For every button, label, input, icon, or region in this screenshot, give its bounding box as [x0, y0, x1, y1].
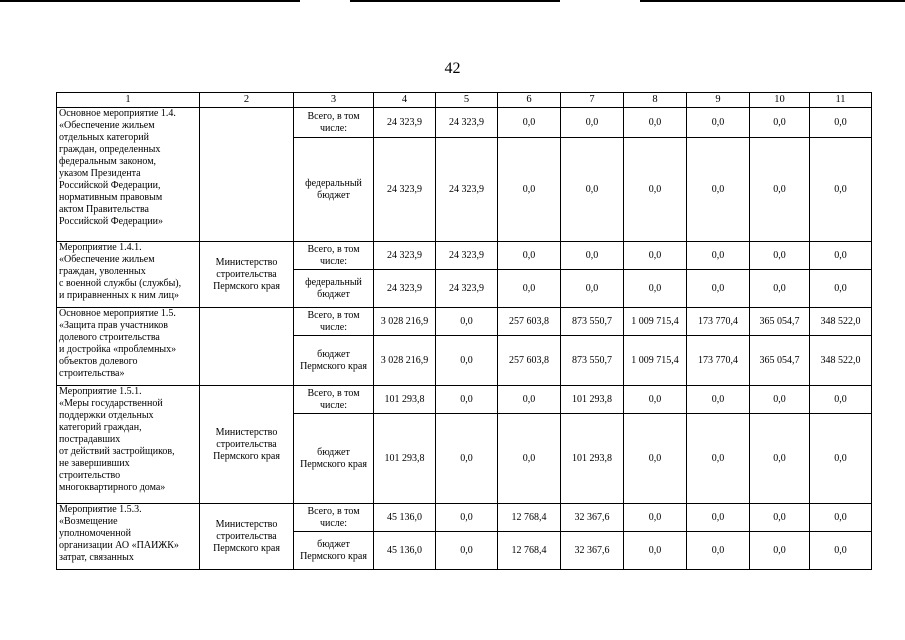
value-cell: 12 768,4: [498, 504, 561, 532]
funding-source-cell: Всего, в том числе:: [294, 386, 374, 414]
activity-name-cell: Мероприятие 1.4.1. «Обеспечение жильем граждан, уволенных с военной службы (службы), и приравненных к ним лиц»: [57, 242, 200, 308]
value-cell: 0,0: [436, 532, 498, 570]
value-cell: 0,0: [687, 138, 750, 242]
value-cell: 0,0: [624, 270, 687, 308]
value-cell: 0,0: [810, 242, 872, 270]
value-cell: 0,0: [436, 386, 498, 414]
value-cell: 45 136,0: [374, 504, 436, 532]
value-cell: 0,0: [810, 108, 872, 138]
funding-source-cell: бюджет Пермского края: [294, 336, 374, 386]
value-cell: 0,0: [561, 108, 624, 138]
header-cell: 2: [200, 93, 294, 108]
value-cell: 0,0: [687, 270, 750, 308]
value-cell: 24 323,9: [374, 108, 436, 138]
value-cell: 101 293,8: [561, 386, 624, 414]
header-cell: 3: [294, 93, 374, 108]
top-edge-line-right: [640, 0, 905, 2]
value-cell: 0,0: [810, 504, 872, 532]
value-cell: 0,0: [624, 242, 687, 270]
value-cell: 0,0: [498, 242, 561, 270]
value-cell: 348 522,0: [810, 336, 872, 386]
value-cell: 24 323,9: [436, 108, 498, 138]
value-cell: 257 603,8: [498, 336, 561, 386]
header-cell: 10: [750, 93, 810, 108]
value-cell: 0,0: [750, 532, 810, 570]
funding-source-cell: Всего, в том числе:: [294, 108, 374, 138]
funding-source-cell: федеральный бюджет: [294, 138, 374, 242]
value-cell: 32 367,6: [561, 532, 624, 570]
value-cell: 0,0: [436, 414, 498, 504]
activity-name-cell: Основное мероприятие 1.4. «Обеспечение жильем отдельных категорий граждан, определенных федеральным законом, указом Президента Российской Федерации, нормативным правовым актом Правительства Российской Федерации»: [57, 108, 200, 242]
table-row: [57, 108, 872, 138]
value-cell: 0,0: [624, 532, 687, 570]
value-cell: 0,0: [687, 108, 750, 138]
value-cell: 3 028 216,9: [374, 336, 436, 386]
value-cell: 0,0: [498, 270, 561, 308]
value-cell: 0,0: [750, 504, 810, 532]
header-cell: 8: [624, 93, 687, 108]
table-row: [57, 386, 872, 414]
header-cell: 5: [436, 93, 498, 108]
executor-cell: Министерство строительства Пермского края: [200, 386, 294, 504]
value-cell: 0,0: [561, 242, 624, 270]
funding-source-cell: Всего, в том числе:: [294, 242, 374, 270]
table-row: [57, 504, 872, 532]
value-cell: 0,0: [687, 242, 750, 270]
value-cell: 0,0: [498, 108, 561, 138]
value-cell: 0,0: [561, 270, 624, 308]
value-cell: 0,0: [436, 336, 498, 386]
value-cell: 0,0: [750, 270, 810, 308]
value-cell: 101 293,8: [374, 386, 436, 414]
value-cell: 348 522,0: [810, 308, 872, 336]
header-cell: 11: [810, 93, 872, 108]
executor-cell: [200, 108, 294, 242]
value-cell: 45 136,0: [374, 532, 436, 570]
value-cell: 0,0: [624, 138, 687, 242]
activity-name-cell: Основное мероприятие 1.5. «Защита прав участников долевого строительства и достройка «проблемных» объектов долевого строительства»: [57, 308, 200, 386]
top-edge-line-left: [0, 0, 300, 2]
value-cell: 0,0: [498, 138, 561, 242]
value-cell: 3 028 216,9: [374, 308, 436, 336]
header-cell: 9: [687, 93, 750, 108]
value-cell: 0,0: [750, 108, 810, 138]
value-cell: 0,0: [561, 138, 624, 242]
value-cell: 0,0: [687, 386, 750, 414]
value-cell: 0,0: [687, 532, 750, 570]
value-cell: 365 054,7: [750, 336, 810, 386]
value-cell: 0,0: [624, 504, 687, 532]
value-cell: 0,0: [687, 414, 750, 504]
value-cell: 24 323,9: [436, 138, 498, 242]
value-cell: 0,0: [750, 414, 810, 504]
value-cell: 101 293,8: [561, 414, 624, 504]
value-cell: 0,0: [810, 138, 872, 242]
table-row: [57, 308, 872, 336]
value-cell: 24 323,9: [436, 242, 498, 270]
value-cell: 0,0: [810, 414, 872, 504]
header-cell: 7: [561, 93, 624, 108]
value-cell: 24 323,9: [374, 138, 436, 242]
top-edge-line-mid: [350, 0, 560, 2]
budget-table: [56, 92, 872, 570]
value-cell: 173 770,4: [687, 336, 750, 386]
table-row: [57, 242, 872, 270]
value-cell: 101 293,8: [374, 414, 436, 504]
funding-source-cell: Всего, в том числе:: [294, 504, 374, 532]
value-cell: 32 367,6: [561, 504, 624, 532]
header-cell: 1: [57, 93, 200, 108]
value-cell: 24 323,9: [374, 242, 436, 270]
value-cell: 24 323,9: [374, 270, 436, 308]
value-cell: 24 323,9: [436, 270, 498, 308]
funding-source-cell: бюджет Пермского края: [294, 414, 374, 504]
value-cell: 0,0: [750, 138, 810, 242]
value-cell: 0,0: [810, 270, 872, 308]
value-cell: 1 009 715,4: [624, 308, 687, 336]
value-cell: 0,0: [436, 504, 498, 532]
value-cell: 0,0: [810, 532, 872, 570]
value-cell: 0,0: [624, 414, 687, 504]
header-cell: 4: [374, 93, 436, 108]
executor-cell: [200, 308, 294, 386]
value-cell: 873 550,7: [561, 336, 624, 386]
value-cell: 0,0: [750, 386, 810, 414]
funding-source-cell: федеральный бюджет: [294, 270, 374, 308]
value-cell: 0,0: [624, 108, 687, 138]
executor-cell: Министерство строительства Пермского края: [200, 504, 294, 570]
activity-name-cell: Мероприятие 1.5.3. «Возмещение уполномоченной организации АО «ПАИЖК» затрат, связанных: [57, 504, 200, 570]
value-cell: 12 768,4: [498, 532, 561, 570]
value-cell: 0,0: [810, 386, 872, 414]
page-number: 42: [444, 60, 461, 77]
activity-name-cell: Мероприятие 1.5.1. «Меры государственной поддержки отдельных категорий граждан, пострадавших от действий застройщиков, не завершивших строительство многоквартирного дома»: [57, 386, 200, 504]
value-cell: 0,0: [750, 242, 810, 270]
value-cell: 0,0: [498, 386, 561, 414]
value-cell: 0,0: [624, 386, 687, 414]
value-cell: 173 770,4: [687, 308, 750, 336]
value-cell: 0,0: [436, 308, 498, 336]
header-cell: 6: [498, 93, 561, 108]
value-cell: 0,0: [498, 414, 561, 504]
value-cell: 257 603,8: [498, 308, 561, 336]
funding-source-cell: Всего, в том числе:: [294, 308, 374, 336]
funding-source-cell: бюджет Пермского края: [294, 532, 374, 570]
header-row: [57, 93, 872, 108]
value-cell: 0,0: [687, 504, 750, 532]
value-cell: 1 009 715,4: [624, 336, 687, 386]
executor-cell: Министерство строительства Пермского края: [200, 242, 294, 308]
value-cell: 873 550,7: [561, 308, 624, 336]
value-cell: 365 054,7: [750, 308, 810, 336]
